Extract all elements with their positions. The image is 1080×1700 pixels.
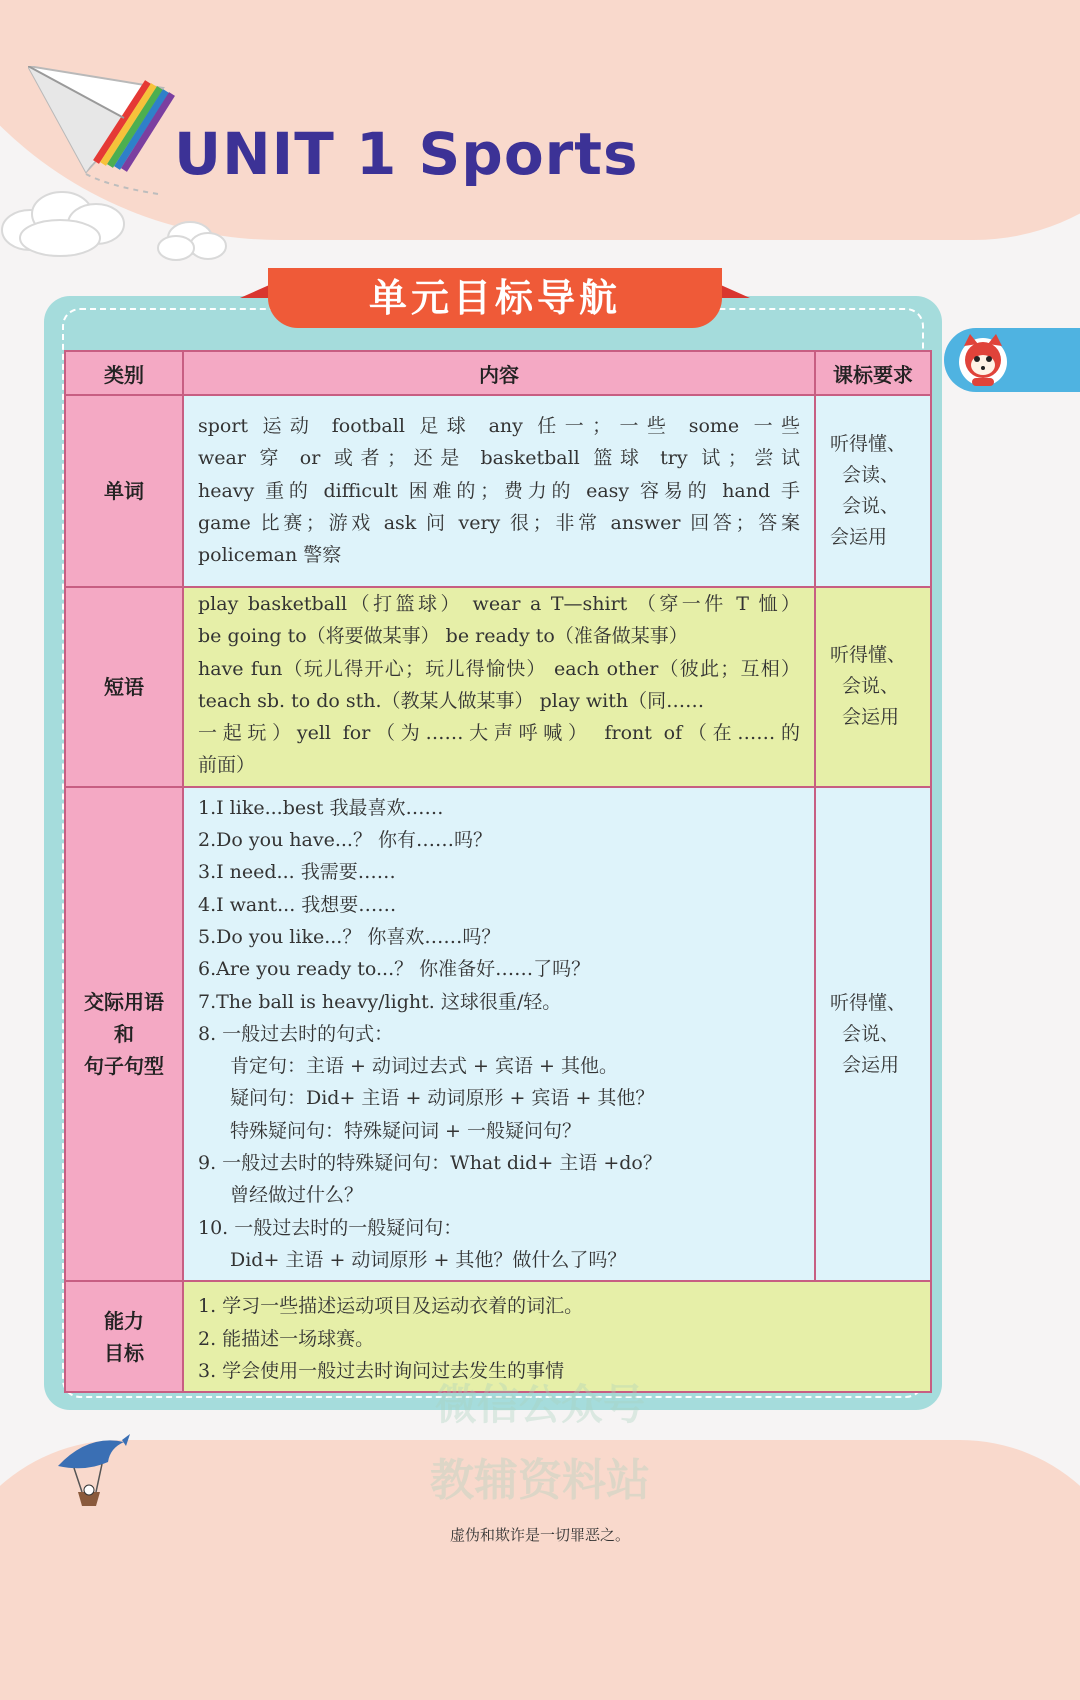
content-line: wear 穿 or 或者；还是 basketball 篮球 try 试；尝试 — [198, 447, 800, 470]
fox-mascot-icon — [954, 332, 1012, 390]
whale-balloon-icon — [52, 1432, 132, 1512]
category-label: 能力 — [104, 1308, 144, 1333]
requirement-line: 听得懂、 — [830, 991, 907, 1014]
content-line: game 比赛；游戏 ask 问 very 很；非常 answer 回答；答案 — [198, 511, 800, 534]
category-label: 单词 — [104, 479, 144, 503]
content-line: 9. 一般过去时的特殊疑问句：What did+ 主语 +do？ — [198, 1152, 662, 1175]
category-cell — [65, 587, 183, 787]
content-cell — [183, 787, 815, 1281]
requirement-line: 会读、 — [842, 464, 900, 486]
cloud-icon — [0, 180, 240, 290]
content-line: 疑问句：Did+ 主语 + 动词原形 + 宾语 + 其他？ — [230, 1087, 655, 1110]
requirement-line: 会运用 — [830, 526, 888, 548]
table-row-sentences — [65, 787, 931, 1281]
content-line: 曾经做过什么？ — [230, 1184, 364, 1207]
table-row-phrases — [65, 587, 931, 787]
requirement-line: 会运用 — [842, 706, 900, 729]
content-line: 8. 一般过去时的句式： — [198, 1022, 394, 1045]
content-line: 2. 能描述一场球赛。 — [198, 1327, 375, 1350]
table-row-vocabulary — [65, 395, 931, 587]
content-line: 一起玩）yell for（为……大声呼喊） front of（在……的 — [198, 722, 800, 745]
paper-plane-icon — [28, 66, 178, 196]
content-line: sport 运动 football 足球 any 任一；一些 some 一些 — [198, 415, 800, 437]
content-line: 肯定句：主语 + 动词过去式 + 宾语 + 其他。 — [230, 1055, 618, 1078]
content-line: 3. 学会使用一般过去时询问过去发生的事情 — [198, 1359, 565, 1382]
requirement-cell — [815, 395, 931, 587]
category-label: 短语 — [104, 674, 144, 699]
content-line: 4.I want... 我想要…… — [198, 893, 397, 916]
content-line: have fun（玩儿得开心；玩儿得愉快） each other（彼此；互相） — [198, 657, 800, 680]
content-line: 1. 学习一些描述运动项目及运动衣着的词汇。 — [198, 1295, 584, 1318]
content-line: play basketball（打篮球） wear a T—shirt （穿一件 T 恤） — [198, 593, 800, 615]
requirement-cell — [815, 787, 931, 1281]
category-label: 和 — [114, 1022, 134, 1046]
content-line: Did+ 主语 + 动词原形 + 其他？做什么了吗？ — [230, 1248, 627, 1271]
category-label: 目标 — [104, 1340, 144, 1365]
header-content: 内容 — [183, 351, 815, 395]
footer-motto: 虚伪和欺诈是一切罪恶之。 — [449, 1526, 630, 1544]
unit-goals-table — [64, 350, 932, 1393]
requirement-line: 会说、 — [842, 1022, 900, 1045]
requirement-cell — [815, 587, 931, 787]
watermark-line: 微信公众号 — [434, 1380, 645, 1429]
content-cell — [183, 587, 815, 787]
content-line: 7.The ball is heavy/light. 这球很重/轻。 — [198, 990, 562, 1013]
content-line: 10. 一般过去时的一般疑问句： — [198, 1216, 463, 1239]
content-line: 2.Do you have...？ 你有……吗？ — [198, 829, 492, 852]
requirement-line: 会说、 — [842, 675, 900, 698]
content-line: 前面） — [198, 754, 256, 777]
requirement-line: 听得懂、 — [830, 644, 907, 667]
header-category: 类别 — [65, 351, 183, 395]
content-line: heavy 重的 difficult 困难的；费力的 easy 容易的 hand 手 — [198, 479, 800, 502]
content-line: be going to（将要做某事） be ready to（准备做某事） — [198, 625, 688, 648]
content-line: 5.Do you like...？ 你喜欢……吗？ — [198, 925, 501, 948]
section-banner — [240, 268, 750, 332]
header-requirement: 课标要求 — [815, 351, 931, 395]
table-header-row — [65, 351, 931, 395]
unit-title: UNIT 1 Sports — [174, 120, 639, 188]
requirement-line: 听得懂、 — [830, 433, 907, 455]
requirement-line: 会说、 — [842, 495, 900, 517]
category-label: 交际用语 — [84, 990, 164, 1014]
category-label: 句子句型 — [84, 1054, 164, 1078]
category-cell — [65, 787, 183, 1281]
content-line: teach sb. to do sth.（教某人做某事） play with（同…… — [198, 689, 705, 712]
watermark-line: 教辅资料站 — [430, 1455, 650, 1506]
content-line: 1.I like...best 我最喜欢…… — [198, 796, 444, 819]
content-line: 6.Are you ready to...？ 你准备好……了吗？ — [198, 958, 591, 981]
content-cell — [183, 395, 815, 587]
content-line: policeman 警察 — [198, 544, 342, 567]
side-tab — [944, 328, 1080, 392]
category-cell — [65, 395, 183, 587]
requirement-line: 会运用 — [842, 1053, 900, 1076]
content-line: 特殊疑问句：特殊疑问词 + 一般疑问句？ — [230, 1119, 582, 1142]
banner-title: 单元目标导航 — [268, 268, 722, 328]
content-line: 3.I need... 我需要…… — [198, 861, 396, 884]
